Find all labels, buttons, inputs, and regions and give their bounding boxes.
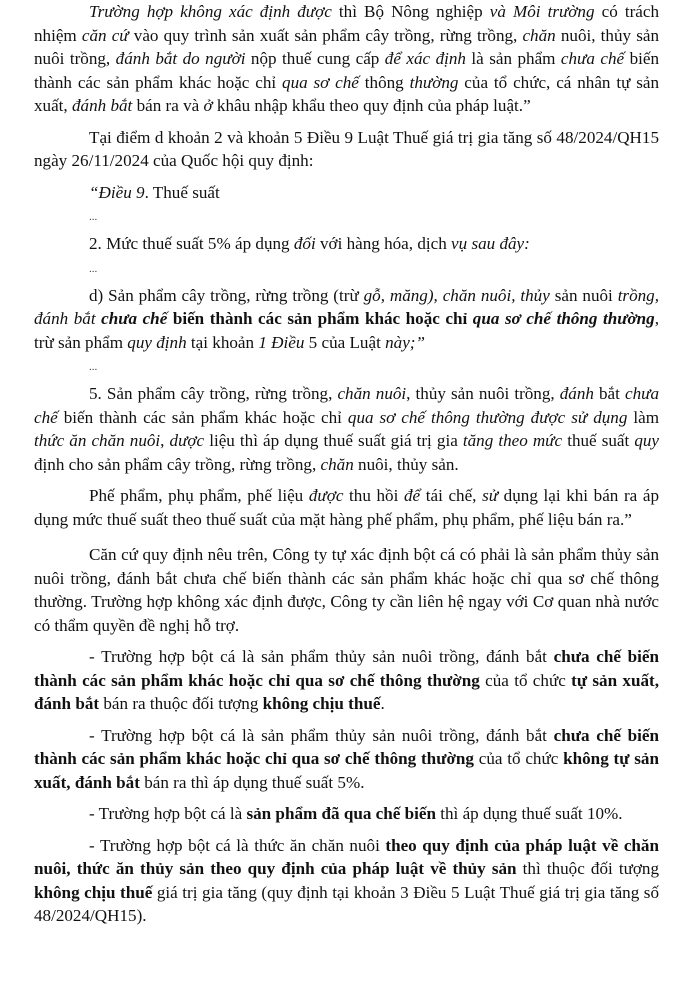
text-run: bán ra thuộc đối tượng [99,694,263,713]
text-run: thì áp dụng thuế suất 10%. [435,804,623,823]
text-run: , trừ sản phẩm [34,309,659,352]
ellipsis-marker [34,210,659,224]
text-run: bắt [593,384,625,403]
text-run: qua sơ chế thông thường được sử dụng [347,407,628,427]
text-run: đánh bắt [71,96,133,115]
text-run: Căn cứ quy định nêu trên, Công ty tự xác định bột cá có phải là sản phẩm thủy sản nuôi trồng, đánh bắt chưa chế biến thành các sản phẩm khác hoặc chỉ qua sơ chế thông thường. Trường hợp không xác định được, Công ty cần liên hệ ngay với Cơ quan nhà nước có thẩm quyền đề nghị hỗ trợ. [34,545,659,635]
text-run: biến thành các sản phẩm khác hoặc chỉ [167,309,473,328]
paragraph-case-5-percent [34,724,659,795]
paragraph-conclusion [34,543,659,637]
text-run: thuế suất [562,431,635,450]
text-run: ... [89,262,98,275]
text-run: chăn [522,25,556,45]
text-run: . [380,694,385,713]
text-run: liệu thì áp dụng thuế suất giá trị gia [204,431,463,450]
text-run: là sản phẩm [465,49,561,68]
paragraph-case-10-percent [34,802,659,826]
text-run: thì thuộc đối tượng [516,859,660,878]
text-run: qua sơ chế thông thường [472,309,655,328]
text-run: qua sơ chế [282,72,359,92]
text-run: biến thành các sản phẩm khác hoặc chỉ [34,49,659,92]
text-run: nuôi, thủy sản. [353,454,459,474]
text-run: khâu nhập khẩu theo quy định của pháp luật.” [212,96,531,115]
text-run: sản nuôi [549,285,618,305]
text-run: quy định [127,332,187,352]
paragraph-point-d [34,284,659,355]
text-run: nộp thuế cung cấp [245,49,385,68]
text-run: Trường hợp không xác định được [89,2,332,21]
paragraph-clause-5 [34,382,659,476]
text-run: chăn nuôi [337,384,407,403]
paragraph-case-not-taxable [34,645,659,716]
ellipsis-marker [34,262,659,276]
text-run: tại khoản [186,332,259,352]
text-run: đánh [559,384,594,403]
paragraph-clause-2 [34,232,659,256]
text-run: với hàng hóa, dịch [315,234,452,253]
text-run: thì Bộ Nông nghiệp [331,2,490,21]
text-run: dược [169,431,205,450]
text-run: gỗ, măng), chăn nuôi, thủy [363,285,550,305]
text-run: không tự sản xuất, đánh bắt [34,749,659,792]
ellipsis-marker [34,360,659,374]
text-run: tái chế, [420,486,483,505]
text-run: không chịu thuế [262,694,381,713]
text-run: 1 Điều [258,332,305,352]
text-run: Phế phẩm, phụ phẩm, phế liệu [89,486,309,505]
text-run: thu hồi [343,486,404,505]
paragraph-case-animal-feed [34,834,659,928]
text-run: này;” [385,332,425,352]
text-run: dụng lại khi bán ra áp dụng mức thuế suất theo thuế suất của mặt hàng phế phẩm, phụ phẩm, phế liệu bán ra.” [34,486,659,529]
paragraph-quote-end [34,0,659,118]
text-run: để xác định [384,49,466,68]
text-run: thông [358,72,410,92]
text-run: tăng theo mức [462,431,563,450]
text-run: 5 của Luật [304,332,386,352]
text-run: không chịu thuế [34,882,153,902]
text-run: sản phẩm đã qua chế biến [246,804,436,823]
text-run: được [308,486,344,505]
text-run: bán ra và [132,96,204,115]
paragraph-byproducts [34,484,659,531]
text-run: có trách nhiệm [34,2,659,45]
text-run: làm [627,407,660,427]
text-run: vào quy trình sản xuất sản phẩm cây trồng, rừng trồng, [128,25,523,45]
text-run: chăn [320,454,354,474]
text-run: và Môi trường [489,2,595,21]
text-run: giá trị gia tăng (quy định tại khoản 3 Điều 5 Luật Thuế giá trị gia tăng số 48/2024/QH15). [34,882,660,925]
text-run: của tổ chức [479,670,572,690]
text-run: “Điều 9 [89,182,145,202]
text-run: định cho sản phẩm cây trồng, rừng trồng, [34,454,321,474]
text-run: - Trường hợp bột cá là [89,804,247,823]
text-run: ở [203,96,213,115]
text-run: để [403,486,421,505]
text-run: đánh bắt do người [115,49,246,68]
text-run: bán ra thì áp dụng thuế suất 5%. [139,772,365,792]
text-run: trồng, đánh bắt [34,285,660,328]
text-run: - Trường hợp bột cá là thức ăn chăn nuôi [89,835,386,855]
text-run: - Trường hợp bột cá là sản phẩm thủy sản nuôi trồng, đánh bắt [89,725,554,745]
paragraph-law-reference [34,126,659,173]
text-run: chưa chế [560,49,625,68]
text-run: chưa chế [101,309,168,328]
text-run: chưa chế [34,384,659,427]
text-run: 5. Sản phẩm cây trồng, rừng trồng, [89,384,338,403]
text-run: tự sản xuất, đánh bắt [34,670,659,713]
text-run: biến thành các sản phẩm khác hoặc chỉ [57,407,348,427]
text-run: quy [634,431,660,450]
text-run: chưa chế biến thành các sản phẩm khác hoặc chỉ qua sơ chế thông thường [34,647,659,690]
text-run: thường [409,72,459,92]
text-run: căn cứ [81,25,129,45]
text-run: vụ sau đây: [451,234,530,253]
text-run: đối [293,234,316,253]
text-run: ... [89,211,98,223]
text-run: sử [482,486,499,505]
text-run: ... [89,361,98,373]
text-run: thức ăn chăn nuôi [34,431,161,450]
text-run: nuôi, thủy sản nuôi trồng, [34,25,659,68]
text-run: của tổ chức, cá nhân tự sản xuất, [34,72,660,115]
text-run: , thủy sản nuôi trồng, [406,384,560,403]
text-run: chưa chế biến thành các sản phẩm khác hoặc chỉ qua sơ chế thông thường [34,725,659,768]
text-run: - Trường hợp bột cá là sản phẩm thủy sản nuôi trồng, đánh bắt [89,647,554,666]
text-run: , [160,431,170,450]
paragraph-article-title [34,181,659,205]
text-run: theo quy định của pháp luật về chăn nuôi, thức ăn thủy sản theo quy định của pháp luật về thủy sản [34,835,659,878]
text-run: của tổ chức [473,749,564,768]
text-run: . Thuế suất [144,182,220,202]
text-run: Tại điểm d khoản 2 và khoản 5 Điều 9 Luật Thuế giá trị gia tăng số 48/2024/QH15 ngày 26/11/2024 của Quốc hội quy định: [34,127,659,170]
text-run: d) Sản phẩm cây trồng, rừng trồng (trừ [89,285,364,305]
text-run: 2. Mức thuế suất 5% áp dụng [89,234,294,253]
